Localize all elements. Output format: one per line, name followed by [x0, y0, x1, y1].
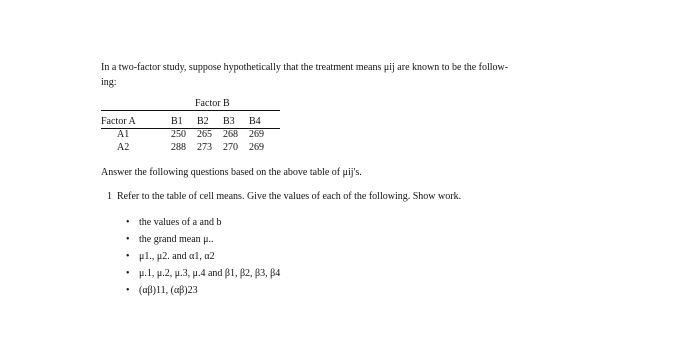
table-row — [101, 129, 275, 142]
answer-instruction: Answer the following questions based on the above table of μij's. — [101, 167, 362, 178]
cell-value: 269 — [249, 141, 264, 153]
factor-a-label: Factor A — [101, 116, 136, 127]
row-label: A1 — [117, 128, 130, 140]
intro-paragraph — [101, 62, 621, 89]
list-item — [126, 251, 280, 266]
question-1 — [107, 191, 461, 204]
bullet-icon: • — [126, 234, 130, 245]
row-label: A2 — [117, 141, 130, 153]
bullet-icon: • — [126, 268, 130, 279]
intro-line-1: In a two-factor study, suppose hypothetically that the treatment means μij are known to be the follow- — [101, 62, 509, 73]
list-item — [126, 285, 280, 300]
col-header: B4 — [249, 116, 261, 127]
cell-value: 288 — [171, 141, 186, 153]
table-top-rule — [101, 110, 280, 111]
table-row — [101, 142, 275, 155]
question-number: 1 — [107, 191, 112, 202]
intro-line-2: ing: — [101, 76, 117, 88]
cell-value: 273 — [197, 141, 212, 153]
col-header: B1 — [171, 116, 183, 127]
cell-value: 270 — [223, 141, 238, 153]
list-item-text: μ.1, μ.2, μ.3, μ.4 and β1, β2, β3, β4 — [139, 268, 281, 279]
cell-value: 269 — [249, 128, 264, 140]
bullet-list — [126, 217, 280, 302]
list-item — [126, 268, 280, 283]
table-header-row — [101, 116, 275, 129]
factor-b-label: Factor B — [195, 98, 230, 109]
list-item-text: (αβ)11, (αβ)23 — [139, 285, 198, 296]
list-item-text: the values of a and b — [139, 217, 222, 228]
question-text: Refer to the table of cell means. Give the values of each of the following. Show work. — [117, 191, 462, 202]
list-item-text: μ1., μ2. and α1, α2 — [139, 251, 215, 262]
list-item-text: the grand mean μ.. — [139, 234, 214, 245]
cell-value: 250 — [171, 128, 186, 140]
list-item — [126, 234, 280, 249]
col-header: B3 — [223, 116, 235, 127]
col-header: B2 — [197, 116, 209, 127]
cell-means-grid — [101, 116, 275, 154]
cell-value: 268 — [223, 128, 238, 140]
cell-value: 265 — [197, 128, 212, 140]
list-item — [126, 217, 280, 232]
bullet-icon: • — [126, 251, 130, 262]
bullet-icon: • — [126, 285, 130, 296]
bullet-icon: • — [126, 217, 130, 228]
